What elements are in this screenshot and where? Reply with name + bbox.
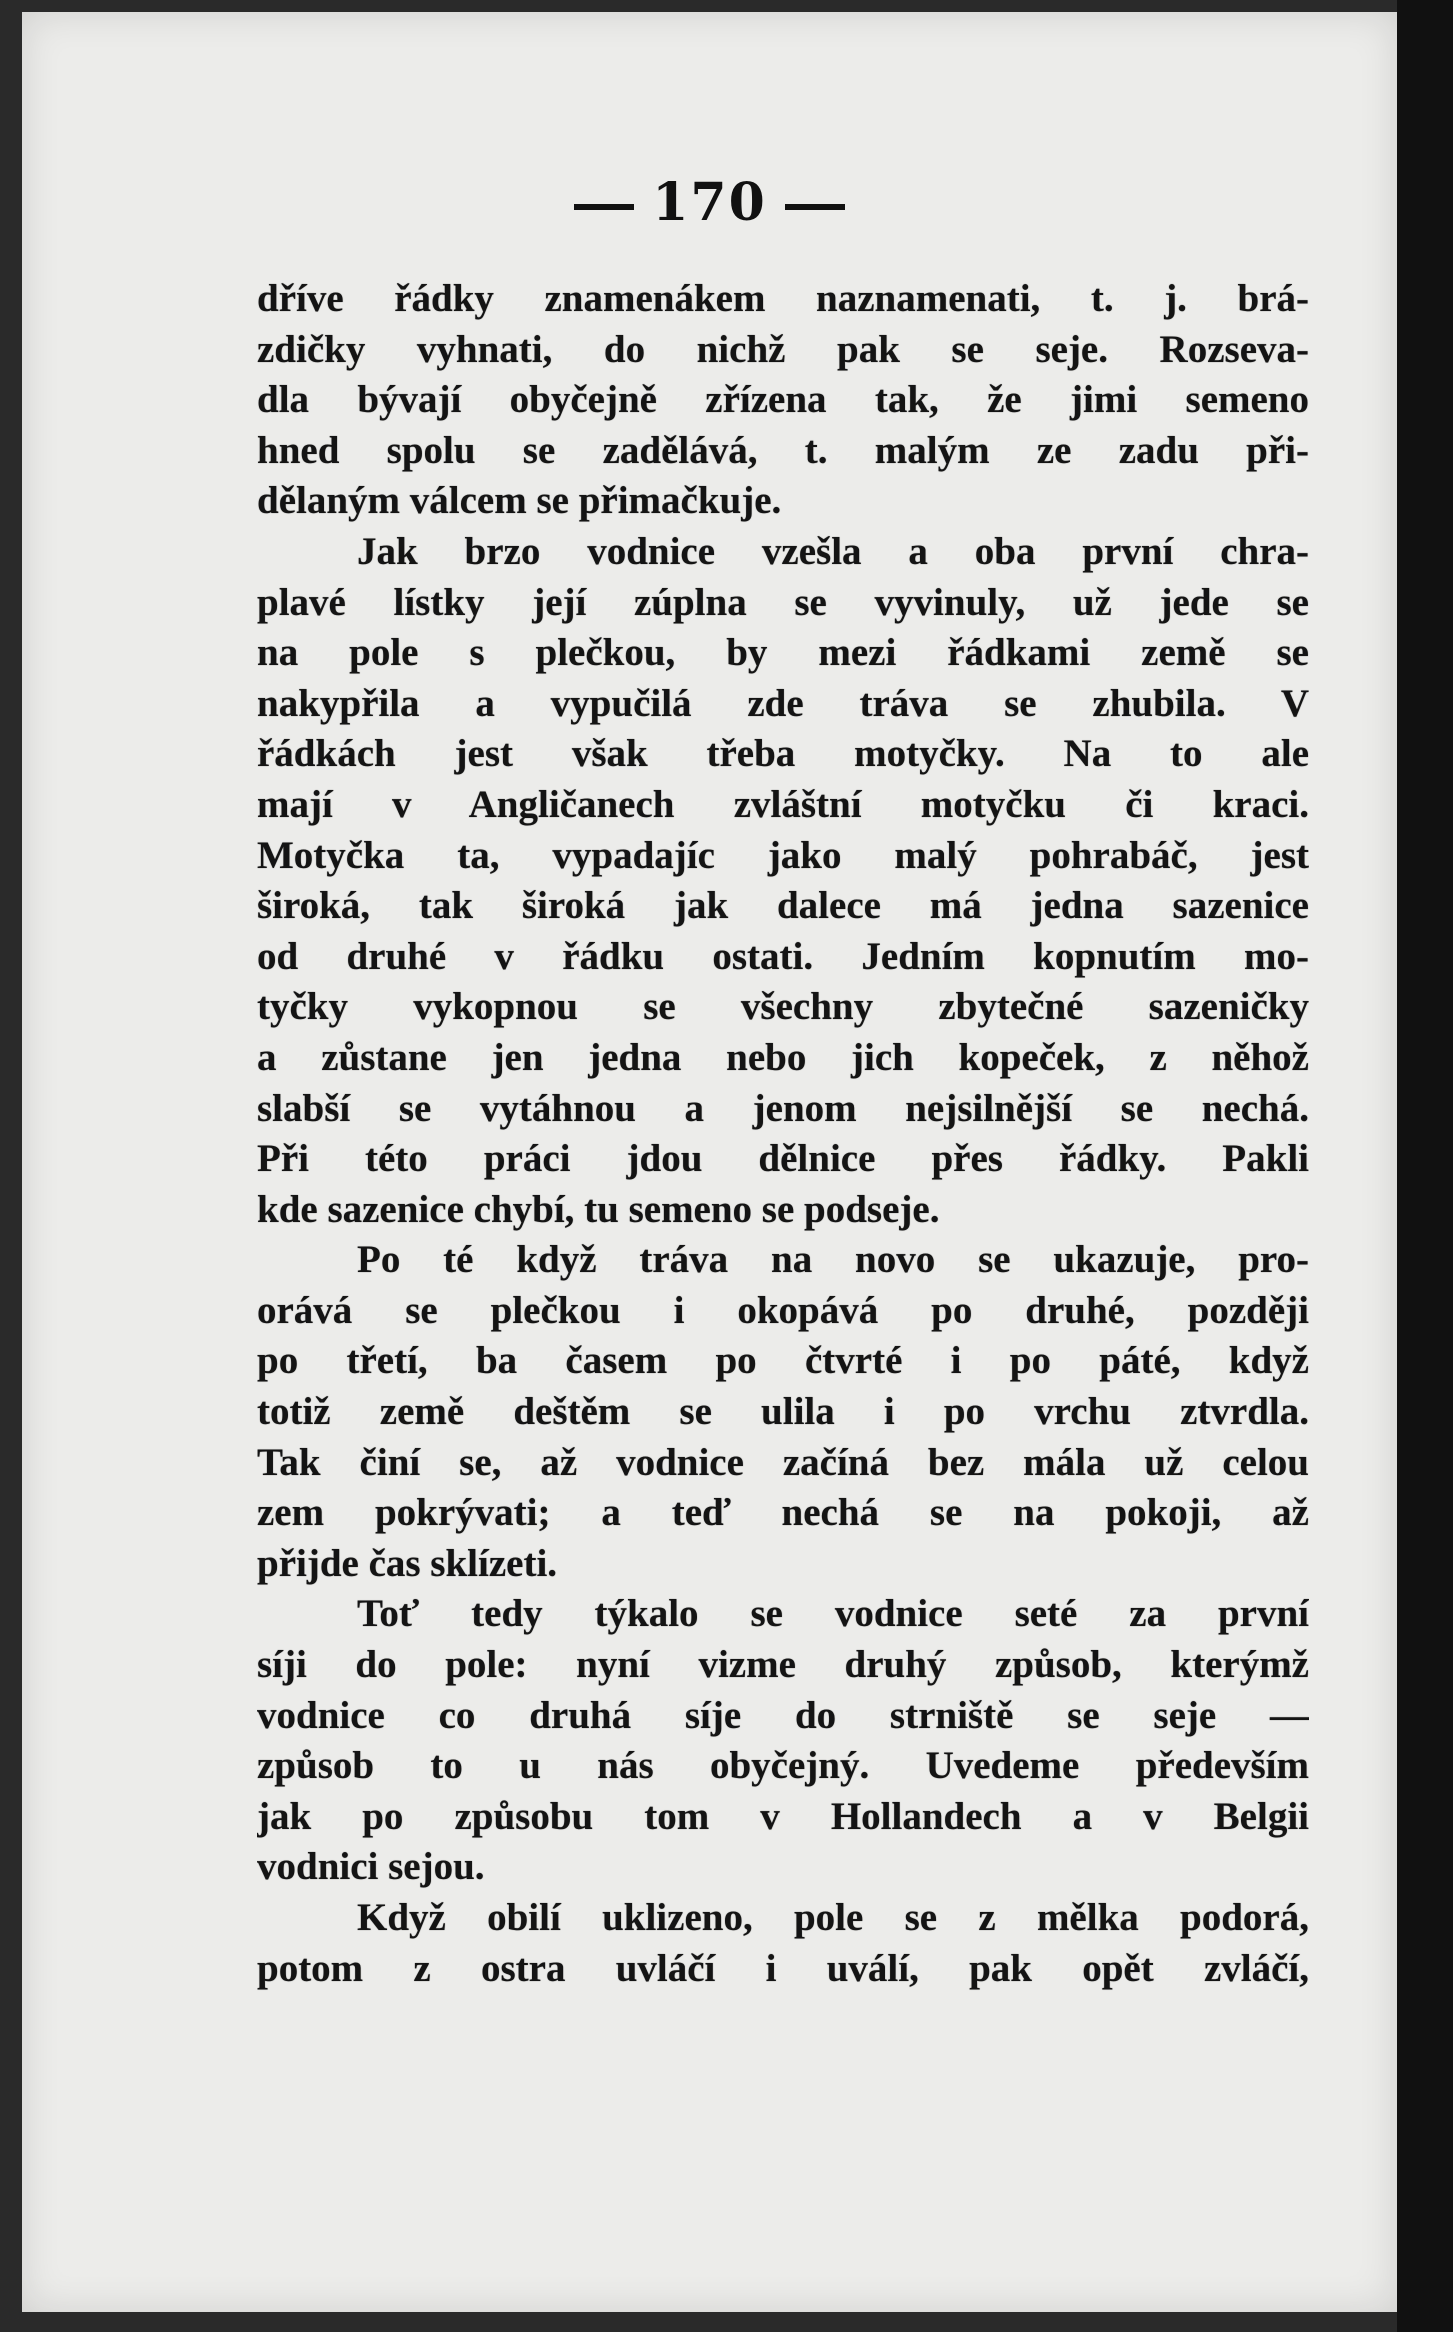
text-line: zem pokrývati; a teď nechá se na pokoji, až [257,1491,1309,1535]
text-line: široká, tak široká jak dalece má jedna sazenice [257,884,1309,928]
text-line: Motyčka ta, vypadajíc jako malý pohrabáč, jest [257,833,1309,877]
text-line: potom z ostra uvláčí i uválí, pak opět zvláčí, [257,1946,1309,1990]
text-line: mají v Angličanech zvláštní motyčku či kraci. [257,782,1309,826]
text-line: Tak činí se, až vodnice začíná bez mála už celou [257,1440,1309,1484]
page-number: 170 [652,172,767,233]
text-line: hned spolu se zadělává, t. malým ze zadu při- [257,428,1309,472]
text-line: způsob to u nás obyčejný. Uvedeme především [257,1744,1309,1788]
text-line: přijde čas sklízeti. [257,1541,558,1585]
text-line: dla bývají obyčejně zřízena tak, že jimi semeno [257,378,1309,422]
text-line: po třetí, ba časem po čtvrté i po páté, když [257,1339,1309,1383]
text-line: slabší se vytáhnou a jenom nejsilnější se nechá. [257,1086,1309,1130]
text-line: a zůstane jen jedna nebo jich kopeček, z něhož [257,1035,1309,1079]
scan-edge [1397,0,1453,2332]
text-line: kde sazenice chybí, tu semeno se podseje. [257,1187,940,1231]
text-line: Při této práci jdou dělnice přes řádky. Pakli [257,1137,1309,1181]
text-line: Po té když tráva na novo se ukazuje, pro- [357,1238,1309,1282]
text-line: dělaným válcem se přimačkuje. [257,479,782,523]
text-line: jak po způsobu tom v Hollandech a v Belgii [257,1794,1309,1838]
text-line: Když obilí uklizeno, pole se z mělka podorá, [357,1896,1309,1939]
text-line: tyčky vykopnou se všechny zbytečné sazeničky [257,985,1309,1029]
text-line: orává se plečkou i okopává po druhé, později [257,1288,1309,1332]
text-line: od druhé v řádku ostati. Jedním kopnutím mo- [257,934,1309,978]
text-line: Toť tedy týkalo se vodnice seté za první [357,1592,1309,1636]
text-line: vodnice co druhá síje do strniště se seje — [257,1693,1309,1737]
text-line: na pole s plečkou, by mezi řádkami země se [257,631,1309,675]
text-line: nakypřila a vypučilá zde tráva se zhubila. V [257,681,1309,725]
book-page [22,12,1397,2312]
text-line: dříve řádky znamenákem naznamenati, t. j. brá- [257,277,1309,320]
text-line: Jak brzo vodnice vzešla a oba první chra- [357,529,1309,573]
page-header [22,172,1397,233]
text-line: plavé lístky její zúplna se vyvinuly, už jede se [257,580,1309,624]
text-line: vodnici sejou. [257,1845,485,1889]
text-line: zdičky vyhnati, do nichž pak se seje. Rozseva- [257,327,1309,371]
text-line: řádkách jest však třeba motyčky. Na to ale [257,732,1309,776]
right-dash [785,204,845,210]
body-text [257,274,1309,1994]
text-line: totiž země deštěm se ulila i po vrchu ztvrdla. [257,1390,1309,1434]
left-dash [574,204,634,210]
text-line: síji do pole: nyní vizme druhý způsob, kterýmž [257,1643,1309,1687]
